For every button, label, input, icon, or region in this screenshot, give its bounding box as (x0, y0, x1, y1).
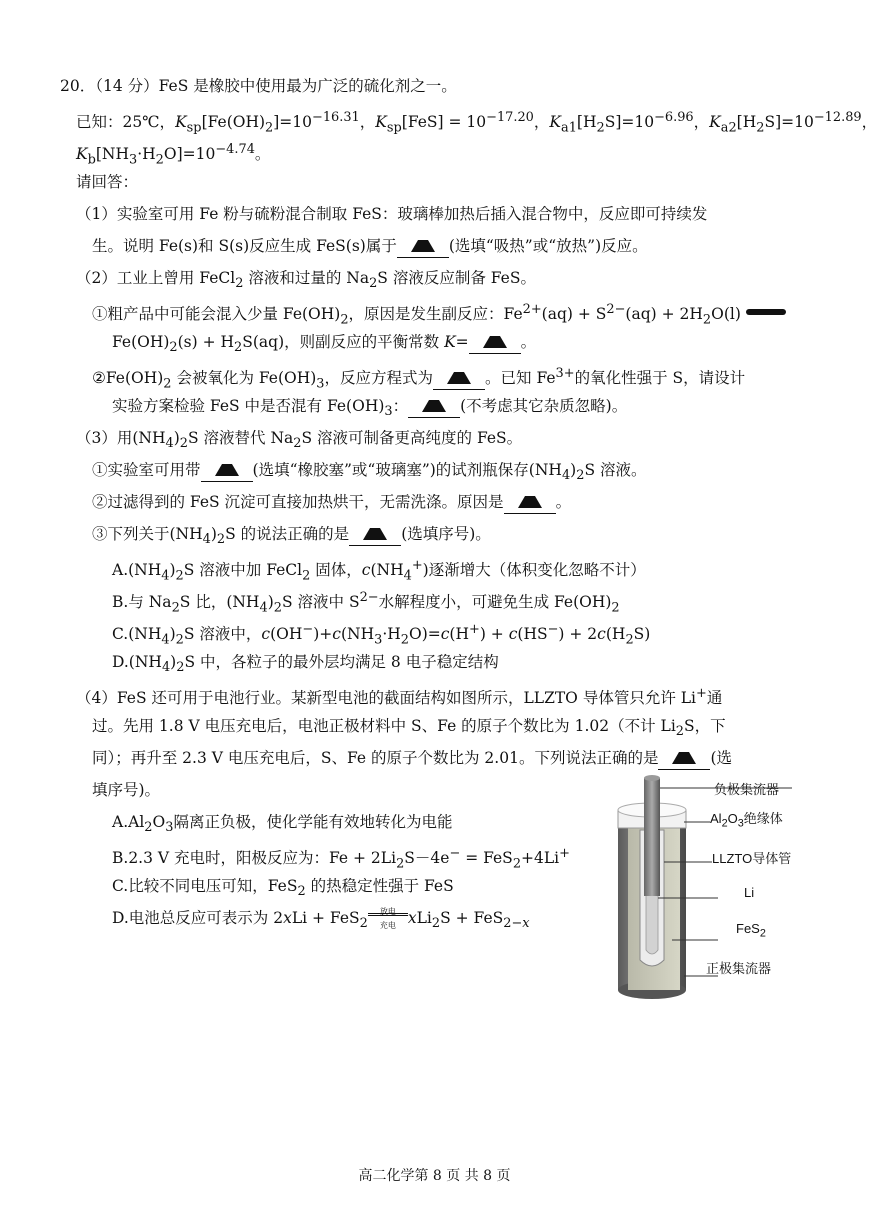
part4-line3-text: 同）；再升至 2.3 V 电压充电后，S、Fe 的原子个数比为 2.01。下列说法正确的是 (92, 749, 659, 767)
answer-blank (658, 747, 710, 770)
part3-line1: （3）用$(NH_4)_2S$ 溶液替代 $Na_2S$ 溶液可制备更高纯度的 FeS。 (76, 429, 523, 452)
label-fes2: FeS$_2$ (736, 921, 766, 940)
part4-line2: 过。先用 1.8 V 电压充电后，电池正极材料中 S、Fe 的原子个数比为 1.02（不计 $Li_2S$，下 (92, 717, 726, 740)
triangle-icon (483, 336, 507, 348)
page-footer: 高二化学第 8 页 共 8 页 (358, 1168, 511, 1184)
label-insulator: $Al_2O_3$绝缘体 (710, 811, 783, 830)
answer-blank (397, 235, 449, 258)
label-negative-collector: 负极集流器 (714, 782, 780, 797)
part3-option-d: $D.(NH_4)_2S$ 中，各粒子的最外层均满足 8 电子稳定结构 (112, 653, 499, 676)
part2-2-line2-tail: (不考虑其它杂质忽略)。 (460, 397, 628, 415)
part3-1: ①实验室可用带 (选填“橡胶塞”或“玻璃塞”)的试剂瓶保存$(NH_4)_2S$ 溶液。 (92, 461, 647, 484)
answer-blank (349, 523, 401, 546)
part3-option-b: B.与 $Na_2S$ 比，$(NH_4)_2S$ 溶液中 $S^{2-}$水解程度小，可避免生成 $Fe(OH)_2$ (112, 590, 620, 616)
part3-2 (92, 491, 571, 514)
part3-1-text: ①实验室可用带 (92, 461, 201, 479)
part4-line4: 填序号)。 (92, 781, 161, 799)
triangle-icon (672, 752, 696, 764)
negative-collector-shape (644, 778, 660, 896)
part2-2-line1: $②Fe(OH)_2$ 会被氧化为 $Fe(OH)_3$，反应方程式为 。已知 $Fe^{3+}$的氧化性强于 S，请设计 (92, 366, 746, 392)
label-positive-collector: 正极集流器 (706, 961, 772, 976)
equilibrium-arrow-icon (746, 309, 786, 315)
question-header: 20．（14 分）FeS 是橡胶中使用最为广泛的硫化剂之一。 (60, 77, 457, 95)
triangle-icon (447, 372, 471, 384)
known-conditions-2: $K_b[NH_3\cdot H_2O]=10^{-4.74}$。 (76, 142, 271, 168)
answer-blank (504, 491, 556, 514)
answer-prompt: 请回答： (76, 173, 139, 191)
part4-line1: （4）FeS 还可用于电池行业。某新型电池的截面结构如图所示，LLZTO 导体管只允许 Li+通 (76, 686, 723, 708)
triangle-icon (363, 528, 387, 540)
triangle-icon (411, 240, 435, 252)
part1-line1: （1）实验室可用 Fe 粉与硫粉混合制取 FeS：玻璃棒加热后插入混合物中，反应即可持续发 (76, 205, 708, 223)
part4-option-c: C.比较不同电压可知，FeS$_2$ 的热稳定性强于 FeS (112, 877, 454, 900)
part1-line2 (92, 235, 648, 258)
part4-option-d: D.电池总反应可表示为 2xLi + FeS$_2$ 放电 充电 xLi$_2$S + FeS$_{2-x}$ (112, 907, 530, 935)
label-li: Li (744, 885, 755, 900)
answer-blank (201, 459, 253, 482)
part4-line3 (92, 747, 732, 770)
part2-1-line2: $Fe(OH)_2(s) + H_2S(aq)$，则副反应的平衡常数 K= 。 (112, 333, 537, 356)
part1-line2-tail: (选填“吸热”或“放热”)反应。 (448, 237, 648, 255)
part4-option-b: B.2.3 V 充电时，阳极反应为：$Fe + 2Li_2S-4e^- = FeS_2+4Li^+$ (112, 846, 570, 872)
reversible-arrow (368, 907, 408, 930)
forward-arrow-line (368, 913, 408, 914)
part4-line3-tail: (选 (710, 749, 733, 767)
part3-2-tail: 。 (555, 493, 572, 511)
part2-2-line2: 实验方案检验 FeS 中是否混有 $Fe(OH)_3$： (不考虑其它杂质忽略)。 (112, 397, 628, 420)
part3-option-a: $A.(NH_4)_2S$ 溶液中加 FeCl$_2$ 固体，$c(NH_4^+)$逐渐增大（体积变化忽略不计） (112, 558, 646, 584)
part3-2-text: ②过滤得到的 FeS 沉淀可直接加热烘干，无需洗涤。原因是 (92, 493, 504, 511)
answer-blank (433, 367, 485, 390)
part3-option-c: $C.(NH_4)_2S$ 溶液中，$c(OH^-)+c(NH_3\cdot H_2O)=c(H^+) + c(HS^-) + 2c(H_2S)$ (112, 622, 651, 648)
part2-1-line1: ①粗产品中可能会混入少量 $Fe(OH)_2$，原因是发生副反应：$Fe^{2+}(aq) + S^{2-}(aq) + 2H_2O(l)$ (92, 299, 786, 331)
part2-line1: （2）工业上曾用 FeCl$_2$ 溶液和过量的 $Na_2S$ 溶液反应制备 FeS。 (76, 269, 536, 292)
part4-option-a: $A.Al_2O_3$隔离正负极，使化学能有效地转化为电能 (112, 813, 453, 836)
discharge-label: 放电 (379, 907, 396, 916)
triangle-icon (422, 400, 446, 412)
label-llzto: LLZTO导体管 (712, 851, 792, 866)
part1-line2-text: 生。说明 Fe(s)和 S(s)反应生成 FeS(s)属于 (92, 237, 397, 255)
triangle-icon (215, 464, 239, 476)
answer-blank (408, 395, 460, 418)
answer-blank (469, 331, 521, 354)
triangle-icon (518, 496, 542, 508)
part3-3: ③下列关于$(NH_4)_2S$ 的说法正确的是 (选填序号)。 (92, 525, 491, 548)
part3-3-tail: (选填序号)。 (401, 525, 491, 543)
known-conditions-1: 已知：25℃，$K_{sp}[Fe(OH)_2]=10^{-16.31}$，$K_{sp}[FeS] = 10^{-17.20}$，$K_{a1}[H_2S]=10^{-6.96}$，$K_{a2}[H_2S]=10^{-12.89}$， (76, 110, 877, 136)
charge-label: 充电 (379, 921, 396, 930)
